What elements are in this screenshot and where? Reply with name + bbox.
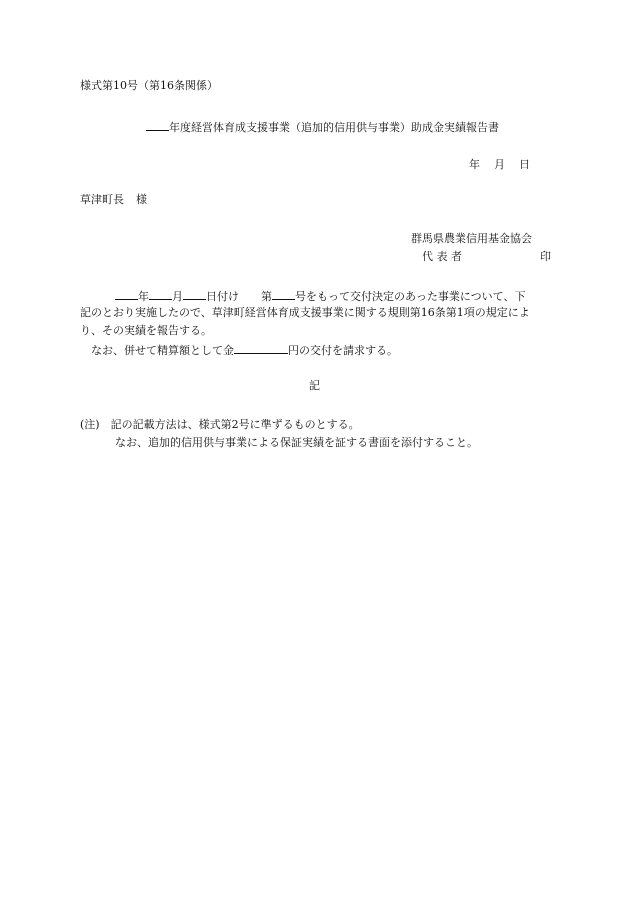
sender-org-name: 群馬県農業信用基金協会 [411, 232, 532, 245]
fiscal-year-blank [146, 119, 169, 131]
day-blank [183, 288, 206, 300]
addressee [80, 193, 147, 207]
date-month-label: 月 [494, 158, 505, 171]
document-title [146, 119, 499, 135]
sender-org [411, 232, 532, 246]
body-line-4-post: 円の交付を請求する。 [288, 344, 398, 357]
body-line-3-text: り、その実績を報告する。 [80, 324, 212, 337]
amount-blank [234, 342, 288, 354]
seal-mark [540, 250, 551, 264]
month-blank [149, 288, 172, 300]
year-blank [115, 288, 138, 300]
date-line [469, 158, 530, 172]
body-line-1-rest: 号をもって交付決定のあった事業について、下 [295, 290, 526, 303]
sender-rep-label: 代 表 者 [422, 250, 462, 263]
body-dai-label: 第 [261, 290, 272, 303]
note-line-2-text: なお、追加的信用供与事業による保証実績を証する書面を添付すること。 [115, 436, 478, 449]
seal-label: 印 [540, 250, 551, 263]
body-line-2-text: 記のとおり実施したので、草津町経営体育成支援事業に関する規則第16条第1項の規定によ [80, 306, 530, 319]
date-day-label: 日 [519, 158, 530, 171]
note-line-1-text: 記の記載方法は、様式第2号に準ずるものとする。 [110, 418, 360, 431]
addressee-honorific: 様 [136, 193, 147, 206]
title-text: 年度経営体育成支援事業（追加的信用供与事業）助成金実績報告書 [169, 121, 499, 134]
body-line-1 [115, 288, 525, 304]
body-day-suffix: 日付け [206, 290, 239, 303]
note-line-2 [115, 436, 478, 450]
body-line-2 [80, 306, 530, 320]
body-line-4 [91, 342, 398, 358]
note-line-1 [80, 418, 360, 432]
form-number [80, 79, 218, 93]
sender-rep-line [422, 250, 462, 264]
date-year-label: 年 [469, 158, 480, 171]
body-month-label: 月 [172, 290, 183, 303]
ki-text: 記 [309, 379, 320, 392]
number-blank [272, 288, 295, 300]
addressee-name: 草津町長 [80, 193, 124, 206]
body-year-label: 年 [138, 290, 149, 303]
body-line-4-pre: なお、併せて精算額として金 [91, 344, 234, 357]
ki-heading [309, 379, 320, 393]
form-number-text: 様式第10号（第16条関係） [80, 79, 218, 92]
note-label: (注) [80, 418, 100, 431]
body-line-3 [80, 324, 212, 338]
